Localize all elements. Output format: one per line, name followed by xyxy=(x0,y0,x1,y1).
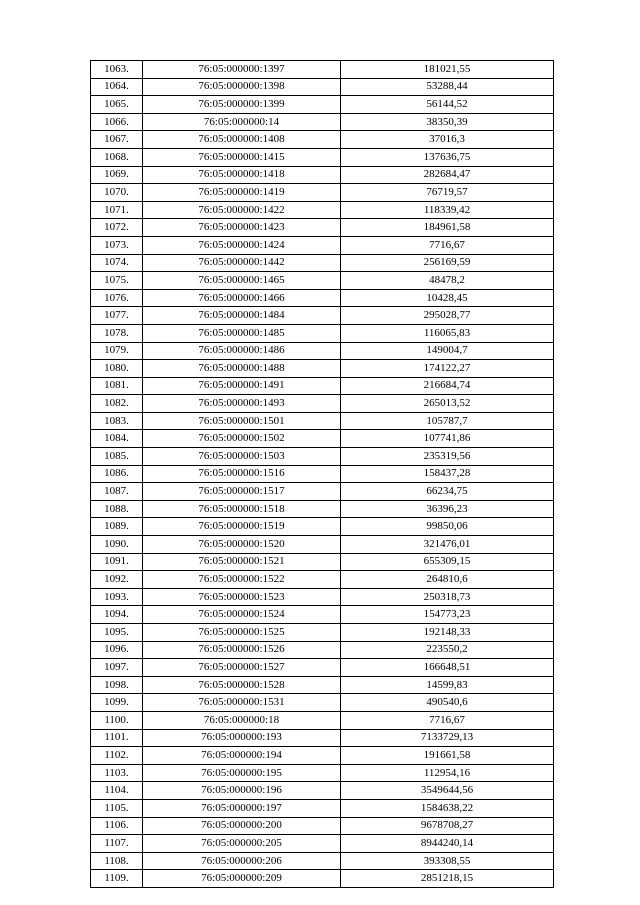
row-number-cell: 1100. xyxy=(91,711,143,729)
table-row xyxy=(91,201,554,219)
table-row xyxy=(91,817,554,835)
cadastral-number-cell: 76:05:000000:14 xyxy=(143,113,341,131)
table-row xyxy=(91,272,554,290)
value-cell: 107741,86 xyxy=(341,430,554,448)
row-number-cell: 1101. xyxy=(91,729,143,747)
row-number-cell: 1099. xyxy=(91,694,143,712)
value-cell: 321476,01 xyxy=(341,536,554,554)
cadastral-number-cell: 76:05:000000:1423 xyxy=(143,219,341,237)
cadastral-number-cell: 76:05:000000:193 xyxy=(143,729,341,747)
table-row xyxy=(91,307,554,325)
value-cell: 181021,55 xyxy=(341,61,554,79)
value-cell: 490540,6 xyxy=(341,694,554,712)
value-cell: 56144,52 xyxy=(341,96,554,114)
table-row xyxy=(91,659,554,677)
table-row xyxy=(91,483,554,501)
row-number-cell: 1102. xyxy=(91,747,143,765)
cadastral-number-cell: 76:05:000000:1493 xyxy=(143,395,341,413)
row-number-cell: 1096. xyxy=(91,641,143,659)
table-row xyxy=(91,764,554,782)
cadastral-number-cell: 76:05:000000:1526 xyxy=(143,641,341,659)
cadastral-number-cell: 76:05:000000:197 xyxy=(143,799,341,817)
row-number-cell: 1073. xyxy=(91,236,143,254)
value-cell: 48478,2 xyxy=(341,272,554,290)
table-row xyxy=(91,624,554,642)
table-row xyxy=(91,430,554,448)
cadastral-number-cell: 76:05:000000:1501 xyxy=(143,412,341,430)
table-row xyxy=(91,236,554,254)
cadastral-number-cell: 76:05:000000:1418 xyxy=(143,166,341,184)
value-cell: 76719,57 xyxy=(341,184,554,202)
value-cell: 191661,58 xyxy=(341,747,554,765)
table-row xyxy=(91,641,554,659)
cadastral-number-cell: 76:05:000000:1465 xyxy=(143,272,341,290)
cadastral-number-cell: 76:05:000000:18 xyxy=(143,711,341,729)
cadastral-number-cell: 76:05:000000:1399 xyxy=(143,96,341,114)
row-number-cell: 1063. xyxy=(91,61,143,79)
cadastral-number-cell: 76:05:000000:1424 xyxy=(143,236,341,254)
cadastral-number-cell: 76:05:000000:200 xyxy=(143,817,341,835)
row-number-cell: 1077. xyxy=(91,307,143,325)
value-cell: 10428,45 xyxy=(341,289,554,307)
table-row xyxy=(91,96,554,114)
row-number-cell: 1104. xyxy=(91,782,143,800)
cadastral-number-cell: 76:05:000000:1525 xyxy=(143,624,341,642)
row-number-cell: 1080. xyxy=(91,360,143,378)
value-cell: 158437,28 xyxy=(341,465,554,483)
table-row xyxy=(91,219,554,237)
cadastral-number-cell: 76:05:000000:1442 xyxy=(143,254,341,272)
table-row xyxy=(91,588,554,606)
row-number-cell: 1084. xyxy=(91,430,143,448)
table-row xyxy=(91,799,554,817)
table-row xyxy=(91,694,554,712)
table-row xyxy=(91,377,554,395)
cadastral-number-cell: 76:05:000000:1397 xyxy=(143,61,341,79)
value-cell: 216684,74 xyxy=(341,377,554,395)
value-cell: 36396,23 xyxy=(341,500,554,518)
row-number-cell: 1094. xyxy=(91,606,143,624)
value-cell: 250318,73 xyxy=(341,588,554,606)
table-row xyxy=(91,500,554,518)
value-cell: 149004,7 xyxy=(341,342,554,360)
value-cell: 2851218,15 xyxy=(341,870,554,888)
value-cell: 14599,83 xyxy=(341,676,554,694)
row-number-cell: 1074. xyxy=(91,254,143,272)
row-number-cell: 1071. xyxy=(91,201,143,219)
table-row xyxy=(91,448,554,466)
cadastral-number-cell: 76:05:000000:1528 xyxy=(143,676,341,694)
cadastral-number-cell: 76:05:000000:196 xyxy=(143,782,341,800)
cadastral-number-cell: 76:05:000000:1522 xyxy=(143,571,341,589)
value-cell: 3549644,56 xyxy=(341,782,554,800)
table-row xyxy=(91,711,554,729)
table-row xyxy=(91,747,554,765)
value-cell: 192148,33 xyxy=(341,624,554,642)
table-row xyxy=(91,782,554,800)
table-row xyxy=(91,61,554,79)
table-row xyxy=(91,465,554,483)
value-cell: 7716,67 xyxy=(341,711,554,729)
row-number-cell: 1103. xyxy=(91,764,143,782)
value-cell: 265013,52 xyxy=(341,395,554,413)
table-row xyxy=(91,536,554,554)
table-row xyxy=(91,571,554,589)
row-number-cell: 1089. xyxy=(91,518,143,536)
value-cell: 9678708,27 xyxy=(341,817,554,835)
row-number-cell: 1065. xyxy=(91,96,143,114)
table-row xyxy=(91,870,554,888)
row-number-cell: 1097. xyxy=(91,659,143,677)
cadastral-number-cell: 76:05:000000:1502 xyxy=(143,430,341,448)
value-cell: 53288,44 xyxy=(341,78,554,96)
value-cell: 112954,16 xyxy=(341,764,554,782)
value-cell: 7133729,13 xyxy=(341,729,554,747)
value-cell: 223550,2 xyxy=(341,641,554,659)
table-row xyxy=(91,324,554,342)
cadastral-number-cell: 76:05:000000:209 xyxy=(143,870,341,888)
cadastral-number-cell: 76:05:000000:1486 xyxy=(143,342,341,360)
cadastral-number-cell: 76:05:000000:206 xyxy=(143,852,341,870)
table-row xyxy=(91,606,554,624)
row-number-cell: 1087. xyxy=(91,483,143,501)
value-cell: 8944240,14 xyxy=(341,835,554,853)
value-cell: 7716,67 xyxy=(341,236,554,254)
value-cell: 154773,23 xyxy=(341,606,554,624)
row-number-cell: 1085. xyxy=(91,448,143,466)
table-row xyxy=(91,289,554,307)
cadastral-number-cell: 76:05:000000:1466 xyxy=(143,289,341,307)
cadastral-number-cell: 76:05:000000:1408 xyxy=(143,131,341,149)
cadastral-number-cell: 76:05:000000:194 xyxy=(143,747,341,765)
table-row xyxy=(91,148,554,166)
row-number-cell: 1066. xyxy=(91,113,143,131)
row-number-cell: 1067. xyxy=(91,131,143,149)
table-row xyxy=(91,518,554,536)
row-number-cell: 1082. xyxy=(91,395,143,413)
row-number-cell: 1106. xyxy=(91,817,143,835)
data-table xyxy=(90,60,554,888)
row-number-cell: 1081. xyxy=(91,377,143,395)
cadastral-number-cell: 76:05:000000:1488 xyxy=(143,360,341,378)
value-cell: 38350,39 xyxy=(341,113,554,131)
row-number-cell: 1064. xyxy=(91,78,143,96)
cadastral-number-cell: 76:05:000000:1503 xyxy=(143,448,341,466)
row-number-cell: 1091. xyxy=(91,553,143,571)
row-number-cell: 1095. xyxy=(91,624,143,642)
cadastral-number-cell: 76:05:000000:1517 xyxy=(143,483,341,501)
value-cell: 99850,06 xyxy=(341,518,554,536)
row-number-cell: 1092. xyxy=(91,571,143,589)
table-row xyxy=(91,395,554,413)
value-cell: 184961,58 xyxy=(341,219,554,237)
row-number-cell: 1090. xyxy=(91,536,143,554)
cadastral-number-cell: 76:05:000000:1415 xyxy=(143,148,341,166)
table-row xyxy=(91,676,554,694)
table-row xyxy=(91,166,554,184)
cadastral-number-cell: 76:05:000000:1485 xyxy=(143,324,341,342)
table-row xyxy=(91,412,554,430)
table-row xyxy=(91,131,554,149)
cadastral-number-cell: 76:05:000000:1422 xyxy=(143,201,341,219)
value-cell: 37016,3 xyxy=(341,131,554,149)
cadastral-number-cell: 76:05:000000:205 xyxy=(143,835,341,853)
value-cell: 1584638,22 xyxy=(341,799,554,817)
row-number-cell: 1078. xyxy=(91,324,143,342)
table-row xyxy=(91,254,554,272)
table-row xyxy=(91,835,554,853)
cadastral-number-cell: 76:05:000000:1520 xyxy=(143,536,341,554)
value-cell: 105787,7 xyxy=(341,412,554,430)
table-row xyxy=(91,360,554,378)
row-number-cell: 1079. xyxy=(91,342,143,360)
value-cell: 66234,75 xyxy=(341,483,554,501)
table-row xyxy=(91,184,554,202)
value-cell: 282684,47 xyxy=(341,166,554,184)
cadastral-number-cell: 76:05:000000:1484 xyxy=(143,307,341,325)
row-number-cell: 1086. xyxy=(91,465,143,483)
row-number-cell: 1088. xyxy=(91,500,143,518)
cadastral-number-cell: 76:05:000000:195 xyxy=(143,764,341,782)
table-row xyxy=(91,729,554,747)
row-number-cell: 1109. xyxy=(91,870,143,888)
cadastral-number-cell: 76:05:000000:1419 xyxy=(143,184,341,202)
cadastral-number-cell: 76:05:000000:1519 xyxy=(143,518,341,536)
value-cell: 264810,6 xyxy=(341,571,554,589)
cadastral-number-cell: 76:05:000000:1491 xyxy=(143,377,341,395)
row-number-cell: 1069. xyxy=(91,166,143,184)
row-number-cell: 1072. xyxy=(91,219,143,237)
value-cell: 256169,59 xyxy=(341,254,554,272)
cadastral-number-cell: 76:05:000000:1531 xyxy=(143,694,341,712)
row-number-cell: 1076. xyxy=(91,289,143,307)
value-cell: 116065,83 xyxy=(341,324,554,342)
value-cell: 295028,77 xyxy=(341,307,554,325)
value-cell: 655309,15 xyxy=(341,553,554,571)
table-body xyxy=(91,61,554,888)
cadastral-number-cell: 76:05:000000:1521 xyxy=(143,553,341,571)
cadastral-number-cell: 76:05:000000:1518 xyxy=(143,500,341,518)
row-number-cell: 1107. xyxy=(91,835,143,853)
value-cell: 166648,51 xyxy=(341,659,554,677)
row-number-cell: 1105. xyxy=(91,799,143,817)
row-number-cell: 1098. xyxy=(91,676,143,694)
value-cell: 174122,27 xyxy=(341,360,554,378)
row-number-cell: 1083. xyxy=(91,412,143,430)
cadastral-number-cell: 76:05:000000:1523 xyxy=(143,588,341,606)
table-row xyxy=(91,553,554,571)
cadastral-number-cell: 76:05:000000:1398 xyxy=(143,78,341,96)
table-row xyxy=(91,852,554,870)
cadastral-number-cell: 76:05:000000:1527 xyxy=(143,659,341,677)
value-cell: 118339,42 xyxy=(341,201,554,219)
cadastral-number-cell: 76:05:000000:1524 xyxy=(143,606,341,624)
row-number-cell: 1068. xyxy=(91,148,143,166)
value-cell: 235319,56 xyxy=(341,448,554,466)
row-number-cell: 1070. xyxy=(91,184,143,202)
table-row xyxy=(91,342,554,360)
value-cell: 393308,55 xyxy=(341,852,554,870)
row-number-cell: 1108. xyxy=(91,852,143,870)
table-row xyxy=(91,78,554,96)
row-number-cell: 1075. xyxy=(91,272,143,290)
value-cell: 137636,75 xyxy=(341,148,554,166)
row-number-cell: 1093. xyxy=(91,588,143,606)
cadastral-number-cell: 76:05:000000:1516 xyxy=(143,465,341,483)
table-row xyxy=(91,113,554,131)
